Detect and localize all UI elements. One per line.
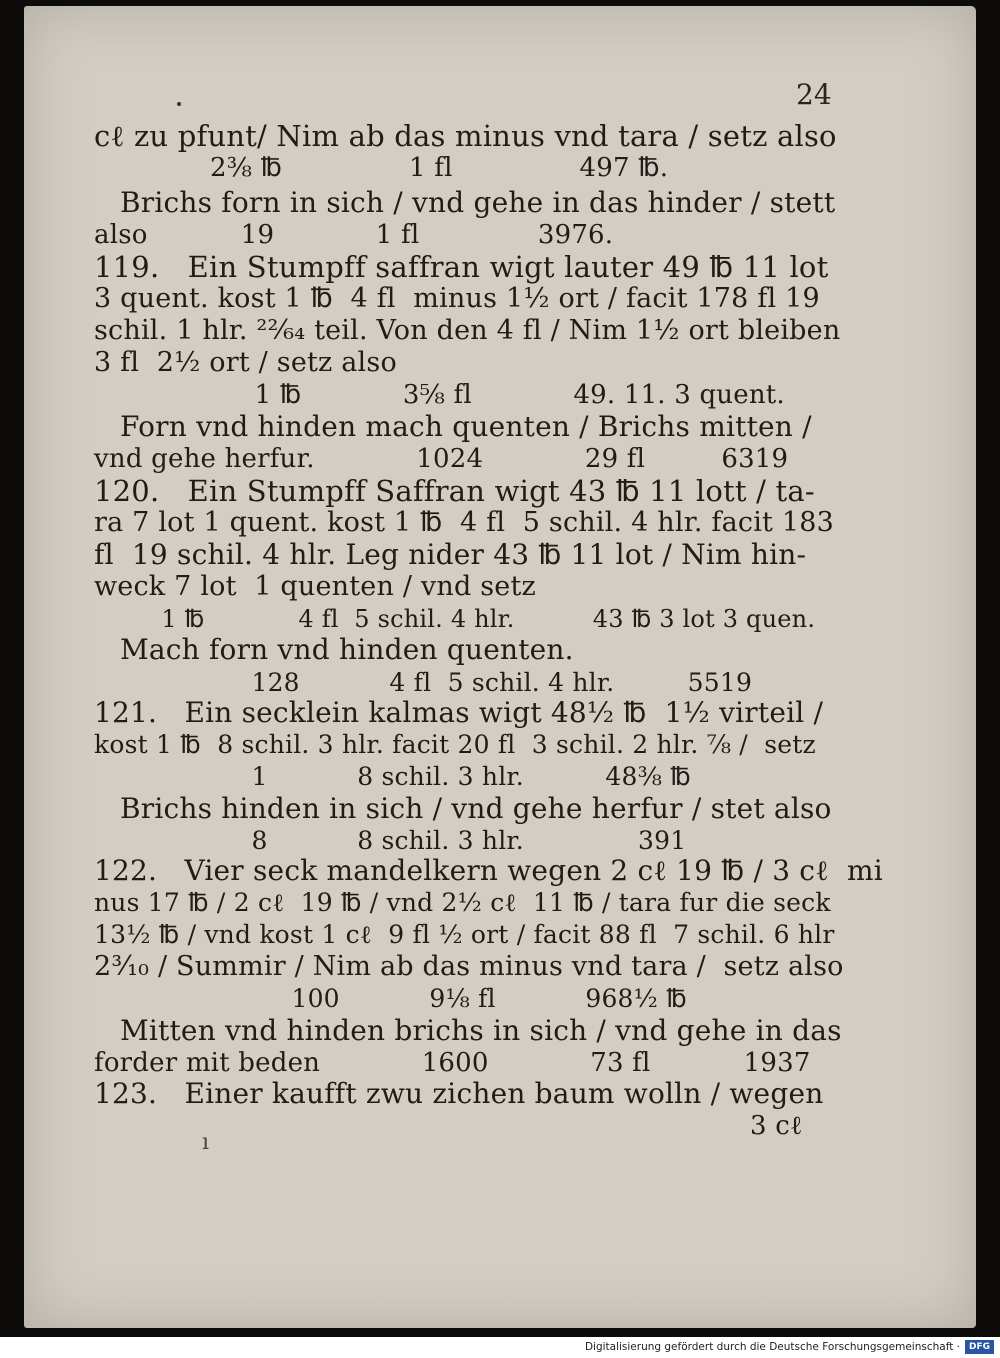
text-line: 3 fl 2½ ort / setz also [94,347,397,378]
text-line: 3 quent. kost 1 ℔ 4 fl minus 1½ ort / facit 178 fl 19 [94,283,820,314]
text-line: 123. Einer kaufft zwu zichen baum wolln / wegen [94,1077,824,1110]
text-line: Brichs hinden in sich / vnd gehe herfur / stet also [120,792,832,825]
text-line: 122. Vier seck mandelkern wegen 2 cℓ 19 ℔ / 3 cℓ mi [94,854,883,887]
dfg-logo: DFG [965,1340,994,1354]
text-line: Mach forn vnd hinden quenten. [120,633,574,666]
text-line: 120. Ein Stumpff Saffran wigt 43 ℔ 11 lott / ta- [94,474,815,508]
text-line: 128 4 fl 5 schil. 4 hlr. 5519 [170,668,753,697]
text-line: 119. Ein Stumpff saffran wigt lauter 49 ℔ 11 lot [94,250,829,284]
text-line: Forn vnd hinden mach quenten / Brichs mitten / [120,410,812,443]
text-line: also 19 1 fl 3976. [94,220,614,250]
margin-mark: ı [202,1130,210,1155]
text-line: Mitten vnd hinden brichs in sich / vnd gehe in das [120,1014,842,1047]
ink-speck [177,102,181,106]
text-line: 8 8 schil. 3 hlr. 391 [170,826,687,855]
text-line: vnd gehe herfur. 1024 29 fl 6319 [94,444,789,474]
text-line: fl 19 schil. 4 hlr. Leg nider 43 ℔ 11 lot / Nim hin- [94,538,807,571]
text-line: 121. Ein secklein kalmas wigt 48½ ℔ 1½ virteil / [94,696,824,729]
funding-credit: Digitalisierung gefördert durch die Deutsche Forschungsgemeinschaft · [584,1341,960,1353]
text-line: 100 9⅛ fl 968½ ℔ [210,984,687,1013]
text-line: 1 8 schil. 3 hlr. 48⅜ ℔ [170,762,691,791]
catchword: 3 cℓ [750,1111,803,1141]
text-line: 13½ ℔ / vnd kost 1 cℓ 9 fl ½ ort / facit 88 fl 7 schil. 6 hlr [94,920,835,949]
text-line: nus 17 ℔ / 2 cℓ 19 ℔ / vnd 2½ cℓ 11 ℔ / tara fur die seck [94,888,831,917]
book-page [24,6,976,1328]
footer-bar [0,1337,1000,1358]
text-line: 1 ℔ 4 fl 5 schil. 4 hlr. 43 ℔ 3 lot 3 quen. [130,605,816,633]
text-line: weck 7 lot 1 quenten / vnd setz [94,571,536,602]
text-line: schil. 1 hlr. ²²⁄₆₄ teil. Von den 4 fl / Nim 1½ ort bleiben [94,315,841,346]
text-line: 1 ℔ 3⅝ fl 49. 11. 3 quent. [170,380,785,410]
text-line: kost 1 ℔ 8 schil. 3 hlr. facit 20 fl 3 schil. 2 hlr. ⅞ / setz [94,730,816,759]
page-number: 24 [796,78,832,111]
text-line: Brichs forn in sich / vnd gehe in das hinder / stett [120,186,836,219]
text-line: cℓ zu pfunt/ Nim ab das minus vnd tara / setz also [94,119,837,153]
text-line: ra 7 lot 1 quent. kost 1 ℔ 4 fl 5 schil. 4 hlr. facit 183 [94,507,835,538]
text-line: 2⅜ ℔ 1 fl 497 ℔. [210,153,669,183]
text-line: forder mit beden 1600 73 fl 1937 [94,1048,811,1078]
text-line: 2³⁄₁₀ / Summir / Nim ab das minus vnd tara / setz also [94,951,844,982]
